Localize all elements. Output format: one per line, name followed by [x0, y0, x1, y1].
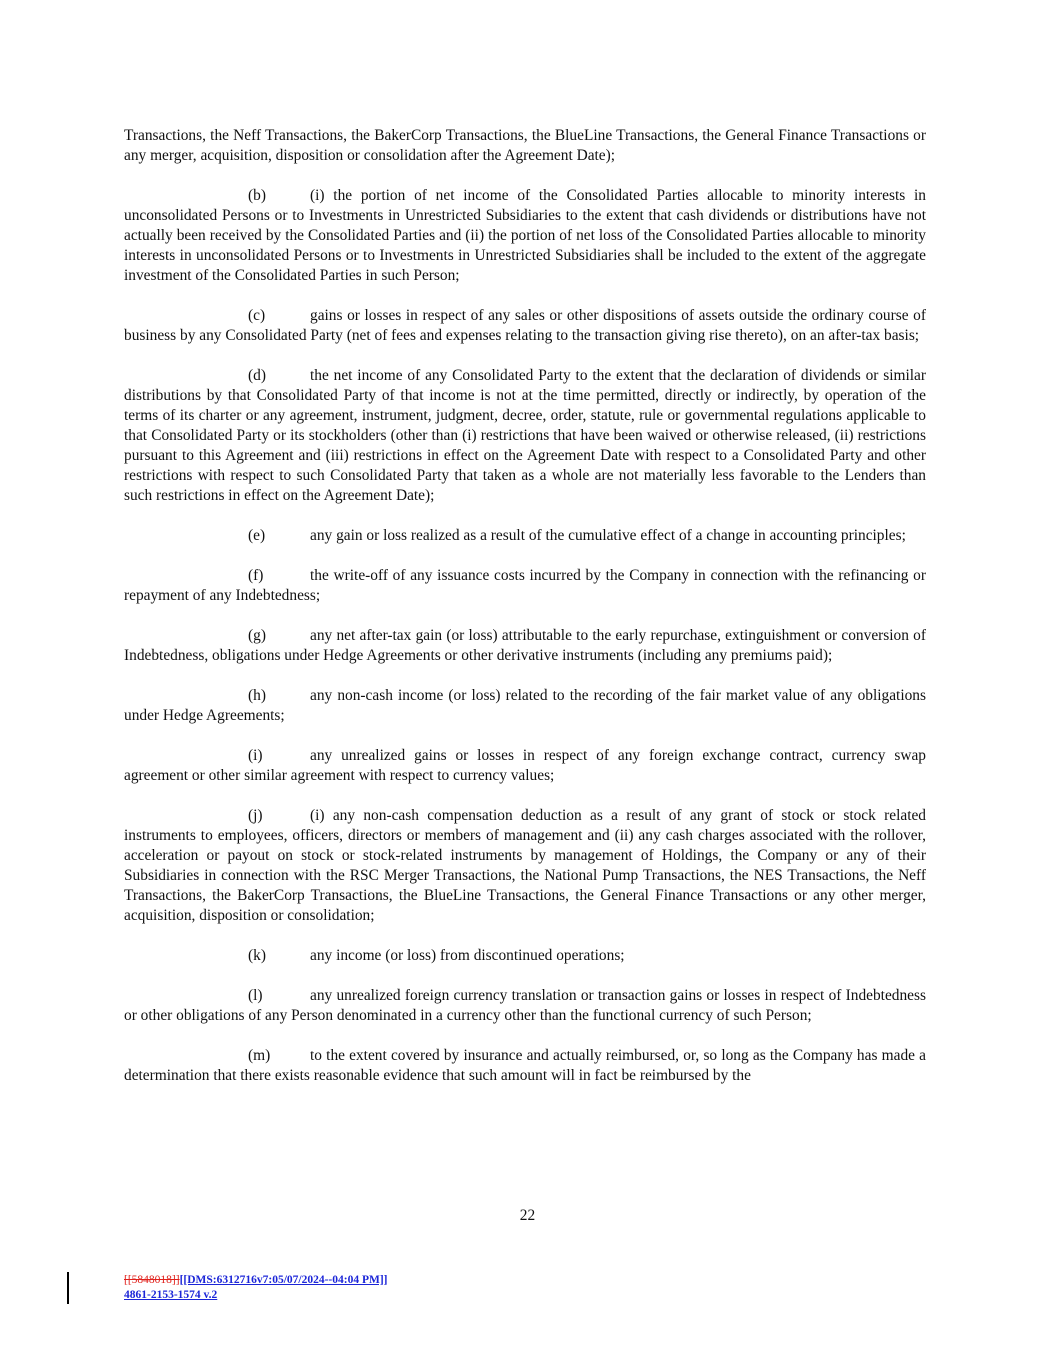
document-footer [124, 1273, 388, 1303]
clause-label: (h) [248, 687, 266, 704]
clause-text: (i) the portion of net income of the Consolidated Parties allocable to minority interests in unconsolidated Persons or to Investments in Unrestricted Subsidiaries to the extent that cash dividends or distributions have not actually been received by the Consolidated Parties and (ii) the portion of net loss of the Consolidated Parties allocable to minority interests in unconsolidated Persons or to Investments in Unrestricted Subsidiaries shall be included to the extent of the aggregate investment of the Consolidated Parties in such Person; [124, 187, 926, 284]
clause-label: (l) [248, 987, 263, 1004]
deleted-reference: [[5848018]] [124, 1274, 180, 1286]
clause-text: the write-off of any issuance costs incurred by the Company in connection with the refinancing or repayment of any Indebtedness; [124, 567, 926, 604]
clause-b [124, 186, 926, 286]
clause-label: (j) [248, 807, 263, 824]
clause-h [124, 686, 926, 726]
document-body [124, 126, 926, 1106]
clause-label: (b) [248, 187, 266, 204]
clause-text: any net after-tax gain (or loss) attributable to the early repurchase, extinguishment or conversion of Indebtedness, obligations under Hedge Agreements or other derivative instruments (including any premiums paid); [124, 627, 926, 664]
clause-g [124, 626, 926, 666]
revision-change-bar [67, 1272, 69, 1304]
page-number: 22 [519, 1207, 536, 1224]
clause-text: any unrealized foreign currency translation or transaction gains or losses in respect of Indebtedness or other obligations of any Person denominated in a currency other than the functional currency of such Person; [124, 987, 926, 1024]
footer-reference-line [124, 1273, 388, 1288]
clause-text: gains or losses in respect of any sales or other dispositions of assets outside the ordinary course of business by any Consolidated Party (net of fees and expenses relating to the transaction giving rise thereto), on an after-tax basis; [124, 307, 926, 344]
clause-text: any unrealized gains or losses in respect of any foreign exchange contract, currency swap agreement or other similar agreement with respect to currency values; [124, 747, 926, 784]
continuation-paragraph: Transactions, the Neff Transactions, the BakerCorp Transactions, the BlueLine Transactions, the General Finance Transactions or any merger, acquisition, disposition or consolidation after the Agreement Date); [124, 127, 926, 164]
clause-text: the net income of any Consolidated Party to the extent that the declaration of dividends or similar distributions by that Consolidated Party of that income is not at the time permitted, directly or indirectly, by operation of the terms of its charter or any agreement, instrument, judgment, decree, order, statute, rule or governmental regulations applicable to that Consolidated Party or its stockholders (other than (i) restrictions that have been waived or otherwise released, (ii) restrictions pursuant to this Agreement and (iii) restrictions in effect on the Agreement Date with respect to a Consolidated Party and other restrictions with respect to such Consolidated Party that taken as a whole are not materially less favorable to the Lenders than such restrictions in effect on the Agreement Date); [124, 367, 926, 504]
clause-i [124, 746, 926, 786]
clause-d [124, 366, 926, 506]
clause-j [124, 806, 926, 926]
clause-m [124, 1046, 926, 1086]
clause-label: (c) [248, 307, 266, 324]
clause-l [124, 986, 926, 1026]
footer-doc-id: 4861-2153-1574 v.2 [124, 1289, 218, 1301]
inserted-reference: [[DMS:6312716v7:05/07/2024--04:04 PM]] [179, 1274, 388, 1286]
clause-c [124, 306, 926, 346]
clause-text: any non-cash income (or loss) related to the recording of the fair market value of any obligations under Hedge Agreements; [124, 687, 926, 724]
clause-k [124, 946, 926, 966]
clause-label: (m) [248, 1047, 271, 1064]
clause-f [124, 566, 926, 606]
clause-text: to the extent covered by insurance and actually reimbursed, or, so long as the Company has made a determination that there exists reasonable evidence that such amount will in fact be reimbursed by the [124, 1047, 926, 1084]
clause-label: (g) [248, 627, 266, 644]
clause-e [124, 526, 926, 546]
clause-text: any gain or loss realized as a result of the cumulative effect of a change in accounting principles; [310, 527, 906, 544]
clause-label: (f) [248, 567, 264, 584]
clause-label: (k) [248, 947, 266, 964]
clause-label: (d) [248, 367, 266, 384]
clause-text: (i) any non-cash compensation deduction as a result of any grant of stock or stock related instruments to employees, officers, directors or members of management and (ii) any cash charges associated with the rollover, acceleration or payout on stock or stock-related instruments by management of Holdings, the Company or any of their Subsidiaries in connection with the RSC Merger Transactions, the National Pump Transactions, the NES Transactions, the Neff Transactions, the BakerCorp Transactions, the BlueLine Transactions, the General Finance Transactions or any other merger, acquisition, disposition or consolidation; [124, 807, 926, 924]
clause-label: (e) [248, 527, 266, 544]
clause-label: (i) [248, 747, 263, 764]
clause-text: any income (or loss) from discontinued operations; [310, 947, 625, 964]
